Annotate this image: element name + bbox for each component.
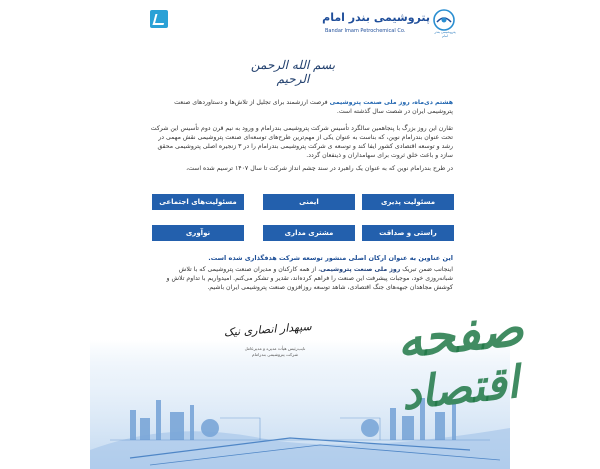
mission-statement: این عناوین به عنوان ارکان اصلی منشور توسعه شرکت هدفگذاری شده است.: [208, 254, 453, 262]
paragraph-vision: در طرح بندرامام نوین که به عنوان یک راهبرد در سند چشم انداز شرکت تا سال ۱۴۰۷ ترسیم شده است،: [186, 165, 453, 172]
app-icon: [150, 10, 168, 28]
value-honesty: راستی و صداقت: [362, 225, 454, 241]
bismillah: بسم الله الرحمن الرحیم: [250, 58, 336, 86]
paragraph-intro: [150, 98, 453, 116]
value-social-responsibility: مسئولیت‌های اجتماعی: [152, 194, 244, 210]
national-day-highlight: هشتم دی‌ماه، روز ملی صنعت پتروشیمی: [329, 99, 453, 106]
signature: سپهدار انصاری نیک: [223, 319, 313, 340]
signatory-title-line1: نایب‌رئیس هیأت مدیره و مدیرعامل: [244, 346, 306, 351]
signatory-title-line2: شرکت پتروشیمی بندرامام: [252, 351, 298, 357]
closing-text-a: اینجانب ضمن تبریک: [400, 266, 453, 273]
closing-highlight: روز ملی صنعت پتروشیمی: [320, 266, 401, 273]
paragraph-intro-text: فرصت ارزشمند برای تجلیل از تلاش‌ها و دستاوردهای صنعت پتروشیمی ایران در شصت سال گذشته است.: [174, 99, 453, 115]
logo-caption: پتروشیمی بندر امام: [434, 30, 456, 38]
value-customer-focus: مشتری مداری: [263, 225, 355, 241]
header: [0, 0, 600, 48]
signatory-title: [240, 346, 310, 357]
closing-text-b: ، از همه کارکنان و مدیران صنعت پتروشیمی که با تلاش شبانه‌روزی خود، موجبات پیشرفت این صنعت را فراهم کرده‌اند، تقدیر و تشکر می‌کنم. امیدواریم با تداوم تلاش و کوشش مجاهدان جبهه‌های جنگ اقتصادی، شاهد توسعه روزافزون صنعت پتروشیمی ایران باشیم.: [166, 266, 453, 291]
watermark-line2: اقتصاد: [398, 356, 522, 421]
value-responsibility: مسئولیت پذیری: [362, 194, 454, 210]
value-safety: ایمنی: [263, 194, 355, 210]
paragraph-closing: [150, 265, 453, 292]
company-name-fa: پتروشیمی بندر امام: [322, 11, 430, 24]
watermark-line1: صفحه: [393, 298, 527, 370]
company-name-en: Bandar Imam Petrochemical Co.: [325, 28, 406, 34]
company-logo-icon: [432, 8, 456, 32]
value-innovation: نوآوری: [152, 225, 244, 241]
paragraph-anniversary: تقارن این روز بزرگ با پنجاهمین سالگرد تأسیس شرکت پتروشیمی بندرامام و ورود به نیم قرن دوم تأسیس این شرکت تحت عنوان بندرامام نوین، که بناست به عنوان یکی از مهم‌ترین طرح‌های توسعه‌ای صنعت پتروشیمی نقش مهمی در رشد و توسعه اقتصادی کشور ایفا کند و توسعه ی شرکت پتروشیمی بندرامام را در ۳ زنجیره اصلی پتروشیمی محقق سازد و باعث خلق ثروت برای سهامداران و ذینفعان گردد.: [150, 125, 453, 159]
